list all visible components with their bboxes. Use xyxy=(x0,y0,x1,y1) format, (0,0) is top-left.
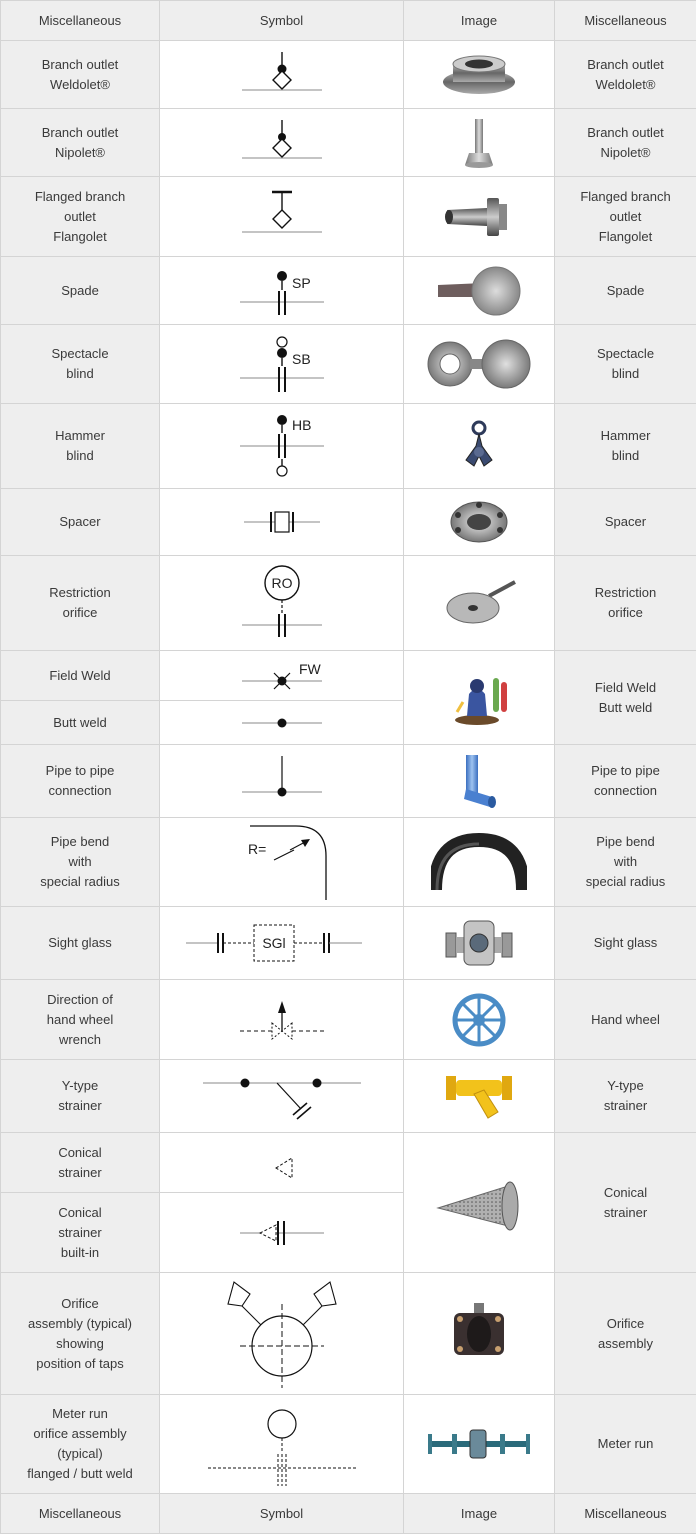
sight-glass-photo xyxy=(444,915,514,971)
symbol-pipe-to-pipe xyxy=(160,745,404,818)
orifice-symbol-text: RO xyxy=(271,575,292,591)
weldolet-symbol xyxy=(222,44,342,106)
conical-strainer-built-in-symbol xyxy=(222,1203,342,1263)
desc-spacer: Spacer xyxy=(555,489,696,556)
spade-photo xyxy=(434,263,524,319)
header-symbol: Symbol xyxy=(160,1,404,41)
pipe-to-pipe-symbol xyxy=(222,748,342,814)
y-strainer-symbol xyxy=(197,1063,367,1129)
weldolet-photo xyxy=(439,50,519,100)
spade-symbol-text: SP xyxy=(291,274,311,291)
desc-orifice-assembly: Orifice assembly xyxy=(555,1273,696,1395)
symbol-spade xyxy=(160,257,404,325)
row-pipe-bend xyxy=(1,818,696,907)
desc-hand-wheel: Hand wheel xyxy=(555,980,696,1060)
symbol-restriction-orifice xyxy=(160,556,404,651)
label-pipe-bend: Pipe bend with special radius xyxy=(1,818,160,907)
spectacle-blind-symbol xyxy=(222,328,342,400)
nipolet-photo xyxy=(459,115,499,171)
desc-conical-strainer: Conical strainer xyxy=(555,1133,696,1273)
hand-wheel-photo xyxy=(449,990,509,1050)
row-conical-strainer xyxy=(1,1133,696,1193)
desc-pipe-to-pipe: Pipe to pipe connection xyxy=(555,745,696,818)
pipe-bend-photo xyxy=(431,832,527,892)
label-conical-strainer: Conical strainer xyxy=(1,1133,160,1193)
field-weld-symbol xyxy=(222,653,342,699)
field-weld-symbol-text: FW xyxy=(298,660,321,677)
label-field-weld: Field Weld xyxy=(1,651,160,701)
row-sight-glass xyxy=(1,907,696,980)
row-spacer xyxy=(1,489,696,556)
hammer-blind-photo xyxy=(454,416,504,476)
label-hammer-blind: Hammer blind xyxy=(1,404,160,489)
spectacle-symbol-text: SB xyxy=(291,351,311,367)
image-meter-run xyxy=(404,1395,555,1494)
desc-meter-run: Meter run xyxy=(555,1395,696,1494)
row-flangolet xyxy=(1,177,696,257)
flangolet-symbol xyxy=(222,180,342,254)
row-hand-wheel xyxy=(1,980,696,1060)
row-spade xyxy=(1,257,696,325)
row-orifice-assembly xyxy=(1,1273,696,1395)
hand-wheel-symbol xyxy=(222,983,342,1057)
row-meter-run xyxy=(1,1395,696,1494)
flangolet-photo xyxy=(439,192,519,242)
row-nipolet xyxy=(1,109,696,177)
image-spacer xyxy=(404,489,555,556)
desc-spectacle-blind: Spectacle blind xyxy=(555,325,696,404)
desc-sight-glass: Sight glass xyxy=(555,907,696,980)
spade-symbol xyxy=(222,260,342,322)
symbol-weldolet xyxy=(160,41,404,109)
image-welding xyxy=(404,651,555,745)
welder-photo xyxy=(449,668,509,728)
row-y-strainer xyxy=(1,1060,696,1133)
restriction-orifice-symbol xyxy=(222,559,342,647)
footer-symbol: Symbol xyxy=(160,1494,404,1534)
symbol-y-strainer xyxy=(160,1060,404,1133)
image-spectacle-blind xyxy=(404,325,555,404)
symbol-butt-weld xyxy=(160,701,404,745)
pipe-connection-photo xyxy=(454,751,504,811)
desc-field-weld-butt-weld: Field Weld Butt weld xyxy=(555,651,696,745)
label-spectacle-blind: Spectacle blind xyxy=(1,325,160,404)
image-nipolet xyxy=(404,109,555,177)
butt-weld-symbol xyxy=(222,703,342,743)
footer-miscellaneous-left: Miscellaneous xyxy=(1,1494,160,1534)
image-spade xyxy=(404,257,555,325)
header-miscellaneous-right: Miscellaneous xyxy=(555,1,696,41)
footer-image: Image xyxy=(404,1494,555,1534)
image-sight-glass xyxy=(404,907,555,980)
label-meter-run: Meter run orifice assembly (typical) flanged / butt weld xyxy=(1,1395,160,1494)
label-spacer: Spacer xyxy=(1,489,160,556)
label-conical-strainer-built-in: Conical strainer built-in xyxy=(1,1193,160,1273)
label-weldolet: Branch outlet Weldolet® xyxy=(1,41,160,109)
row-spectacle-blind xyxy=(1,325,696,404)
image-pipe-to-pipe xyxy=(404,745,555,818)
image-orifice-assembly xyxy=(404,1273,555,1395)
sight-glass-symbol xyxy=(182,917,382,969)
hammer-blind-symbol xyxy=(222,406,342,486)
conical-strainer-photo xyxy=(434,1168,524,1238)
desc-nipolet: Branch outlet Nipolet® xyxy=(555,109,696,177)
restriction-orifice-photo xyxy=(439,578,519,628)
symbol-hammer-blind xyxy=(160,404,404,489)
y-strainer-photo xyxy=(444,1066,514,1126)
label-orifice-assembly: Orifice assembly (typical) showing position of taps xyxy=(1,1273,160,1395)
row-weldolet xyxy=(1,41,696,109)
image-hand-wheel xyxy=(404,980,555,1060)
label-butt-weld: Butt weld xyxy=(1,701,160,745)
desc-restriction-orifice: Restriction orifice xyxy=(555,556,696,651)
pipe-bend-symbol xyxy=(222,820,342,904)
spectacle-blind-photo xyxy=(424,336,534,392)
label-y-strainer: Y-type strainer xyxy=(1,1060,160,1133)
header-row xyxy=(1,1,696,41)
hammer-symbol-text: HB xyxy=(291,417,311,433)
label-sight-glass: Sight glass xyxy=(1,907,160,980)
symbol-nipolet xyxy=(160,109,404,177)
symbol-field-weld xyxy=(160,651,404,701)
header-miscellaneous-left: Miscellaneous xyxy=(1,1,160,41)
desc-y-strainer: Y-type strainer xyxy=(555,1060,696,1133)
image-weldolet xyxy=(404,41,555,109)
symbol-spectacle-blind xyxy=(160,325,404,404)
image-flangolet xyxy=(404,177,555,257)
desc-flangolet: Flanged branch outlet Flangolet xyxy=(555,177,696,257)
label-spade: Spade xyxy=(1,257,160,325)
image-conical-strainer xyxy=(404,1133,555,1273)
nipolet-symbol xyxy=(222,112,342,174)
desc-weldolet: Branch outlet Weldolet® xyxy=(555,41,696,109)
symbol-flangolet xyxy=(160,177,404,257)
row-restriction-orifice xyxy=(1,556,696,651)
orifice-assembly-photo xyxy=(444,1299,514,1369)
footer-row xyxy=(1,1494,696,1534)
image-y-strainer xyxy=(404,1060,555,1133)
conical-strainer-symbol xyxy=(222,1138,342,1188)
meter-run-photo xyxy=(424,1424,534,1464)
symbol-meter-run xyxy=(160,1395,404,1494)
label-pipe-to-pipe: Pipe to pipe connection xyxy=(1,745,160,818)
sight-glass-symbol-text: SGl xyxy=(261,935,286,951)
label-restriction-orifice: Restriction orifice xyxy=(1,556,160,651)
pipe-bend-symbol-text: R= xyxy=(247,841,266,857)
label-flangolet: Flanged branch outlet Flangolet xyxy=(1,177,160,257)
row-hammer-blind xyxy=(1,404,696,489)
desc-pipe-bend: Pipe bend with special radius xyxy=(555,818,696,907)
image-hammer-blind xyxy=(404,404,555,489)
symbol-sight-glass xyxy=(160,907,404,980)
spacer-symbol xyxy=(222,492,342,552)
symbol-pipe-bend xyxy=(160,818,404,907)
label-nipolet: Branch outlet Nipolet® xyxy=(1,109,160,177)
label-hand-wheel: Direction of hand wheel wrench xyxy=(1,980,160,1060)
image-restriction-orifice xyxy=(404,556,555,651)
symbol-orifice-assembly xyxy=(160,1273,404,1395)
row-pipe-to-pipe xyxy=(1,745,696,818)
symbol-conical-strainer-built-in xyxy=(160,1193,404,1273)
image-pipe-bend xyxy=(404,818,555,907)
footer-miscellaneous-right: Miscellaneous xyxy=(555,1494,696,1534)
row-field-weld xyxy=(1,651,696,701)
desc-hammer-blind: Hammer blind xyxy=(555,404,696,489)
symbol-hand-wheel xyxy=(160,980,404,1060)
spacer-photo xyxy=(444,497,514,547)
meter-run-symbol xyxy=(202,1398,362,1490)
symbol-conical-strainer xyxy=(160,1133,404,1193)
desc-spade: Spade xyxy=(555,257,696,325)
orifice-assembly-symbol xyxy=(212,1276,352,1392)
header-image: Image xyxy=(404,1,555,41)
symbol-spacer xyxy=(160,489,404,556)
